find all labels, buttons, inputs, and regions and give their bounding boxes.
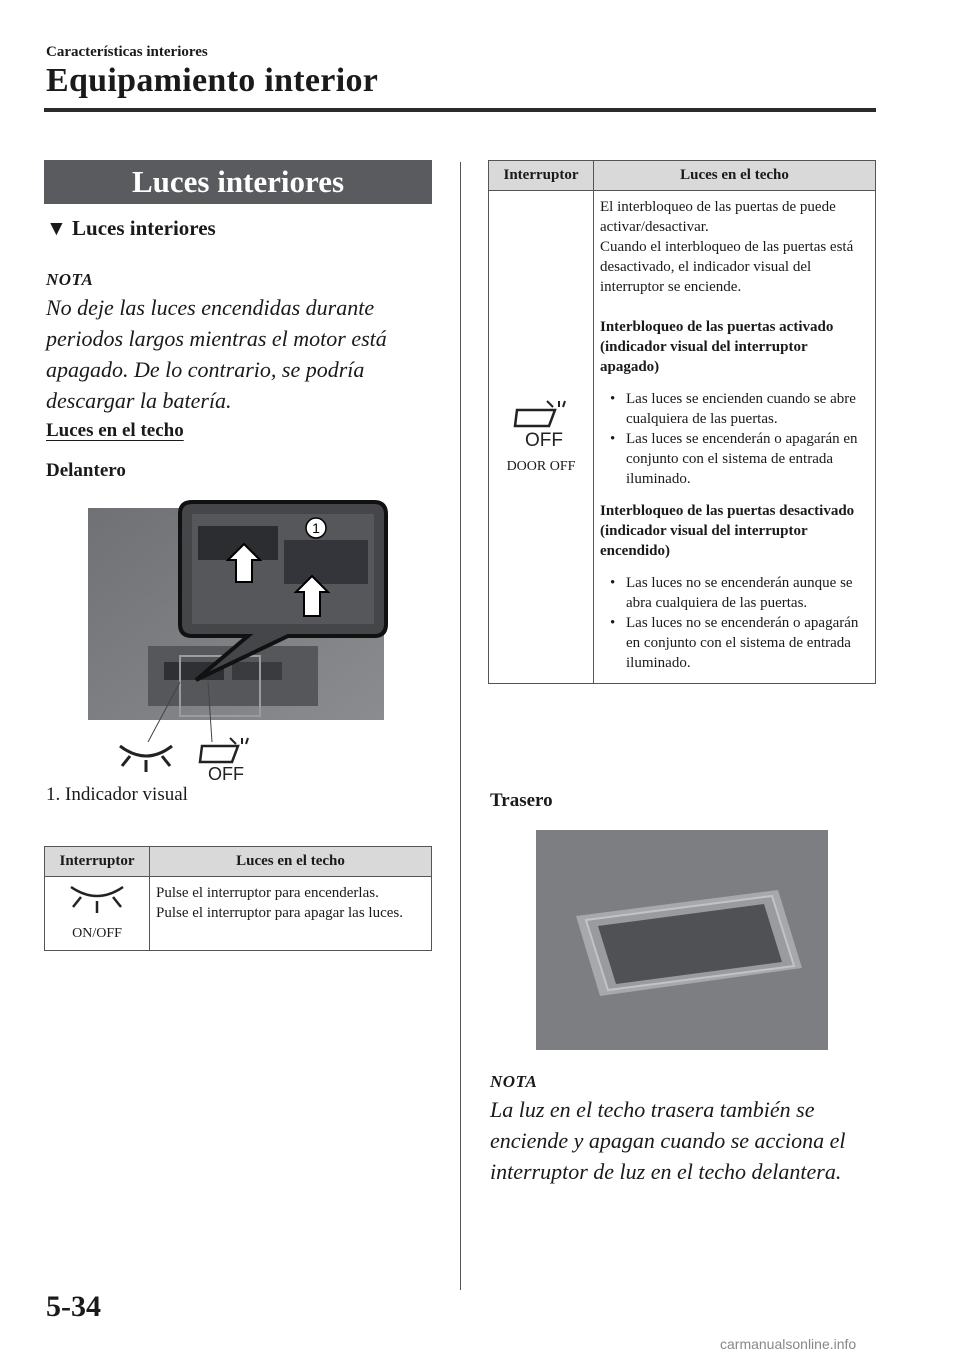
bullet-text: Las luces no se encenderán o apagarán en conjunto con el sistema de entrada iluminado. <box>626 615 859 671</box>
callout-number: 1 <box>312 520 320 536</box>
description-cell <box>594 191 876 684</box>
section-label: Características interiores <box>46 44 208 60</box>
bullet-item: • Las luces se encienden cuando se abre cualquiera de las puertas. <box>610 389 869 429</box>
active-heading: Interbloqueo de las puertas activado (indicador visual del interruptor apagado) <box>600 319 834 375</box>
intro-text: El interbloqueo de las puertas de puede activar/desactivar. <box>600 199 836 235</box>
description-line: Pulse el interruptor para apagar las luces. <box>156 905 403 921</box>
front-ceiling-photo <box>88 496 388 782</box>
page-title: Equipamiento interior <box>46 62 379 99</box>
watermark: carmanualsonline.info <box>720 1336 857 1352</box>
subsection-heading <box>46 216 216 241</box>
nota-text: La luz en el techo trasera también se enciende y apagan cuando se acciona el interruptor de luz en el techo delantera. <box>490 1097 846 1184</box>
bullet-item: • Las luces se encenderán o apagarán en conjunto con el sistema de entrada iluminado. <box>610 429 869 489</box>
door-off-icon <box>200 738 248 782</box>
switch-table-front <box>44 846 432 951</box>
switch-cell <box>489 191 594 684</box>
col-header-ceiling: Luces en el techo <box>150 847 432 877</box>
switch-label: ON/OFF <box>72 926 122 941</box>
subsection-label: Luces interiores <box>72 216 216 240</box>
section-banner: Luces interiores <box>44 160 432 204</box>
header-rule <box>44 108 876 112</box>
nota-title: NOTA <box>46 270 94 289</box>
dome-light-icon <box>120 746 172 772</box>
front-heading: Delantero <box>46 460 126 481</box>
bullet-text: Las luces se encienden cuando se abre cualquiera de las puertas. <box>626 391 856 427</box>
bullet-text: Las luces se encenderán o apagarán en conjunto con el sistema de entrada iluminado. <box>626 431 858 487</box>
rear-ceiling-photo <box>536 830 828 1050</box>
switch-table-door <box>488 160 876 684</box>
description-line: Pulse el interruptor para encenderlas. <box>156 885 379 901</box>
col-header-switch: Interruptor <box>45 847 150 877</box>
col-header-switch: Interruptor <box>489 161 594 191</box>
off-label: OFF <box>525 429 563 450</box>
col-header-ceiling: Luces en el techo <box>594 161 876 191</box>
switch-cell <box>45 877 150 951</box>
on-off-icon <box>67 883 127 917</box>
switch-label: DOOR OFF <box>506 458 576 474</box>
inactive-heading: Interbloqueo de las puertas desactivado (indicador visual del interruptor encendido) <box>600 503 855 559</box>
triangle-marker-icon: ▼ <box>46 216 67 240</box>
description-cell <box>150 877 432 951</box>
off-label: OFF <box>208 764 244 782</box>
rear-heading: Trasero <box>490 790 553 811</box>
door-off-icon <box>509 398 573 450</box>
ceiling-lights-heading: Luces en el techo <box>46 420 184 441</box>
bullet-item: • Las luces no se encenderán aunque se abra cualquiera de las puertas. <box>610 573 869 613</box>
nota-title: NOTA <box>490 1072 538 1091</box>
column-divider <box>460 162 461 1290</box>
page-number: 5-34 <box>46 1290 101 1323</box>
intro-text: Cuando el interbloqueo de las puertas está desactivado, el indicador visual del interruptor se enciende. <box>600 239 854 295</box>
nota-text: No deje las luces encendidas durante periodos largos mientras el motor está apagado. De lo contrario, se podría descargar la batería. <box>46 295 387 413</box>
figure-caption: 1. Indicador visual <box>46 784 188 805</box>
bullet-item: • Las luces no se encenderán o apagarán en conjunto con el sistema de entrada iluminado. <box>610 613 869 673</box>
bullet-text: Las luces no se encenderán aunque se abra cualquiera de las puertas. <box>626 575 853 611</box>
